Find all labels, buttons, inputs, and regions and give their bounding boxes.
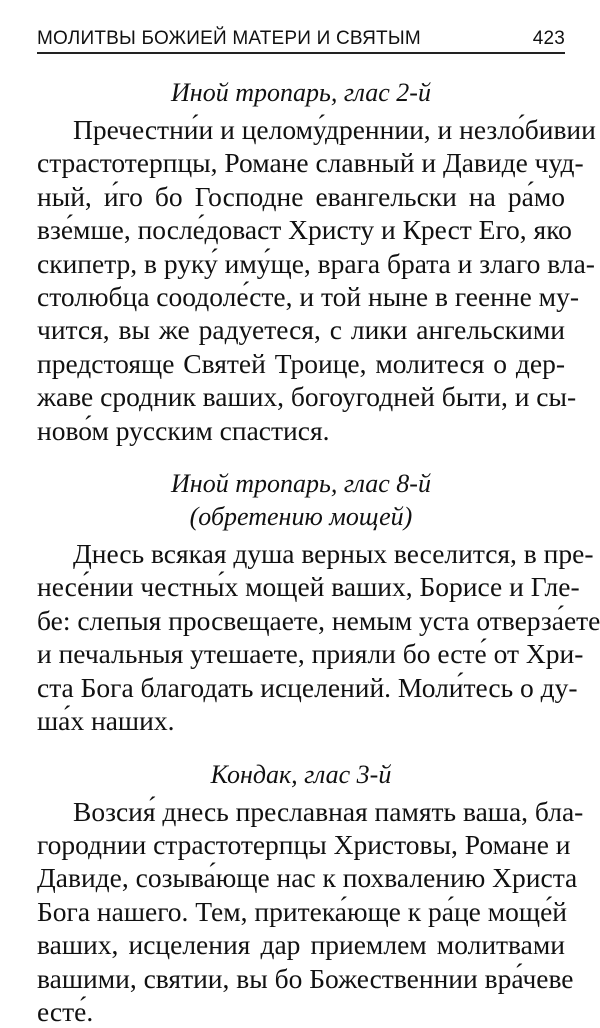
text-line: столюбца соодоле́сте, и той ныне в геенне му- [37,280,565,313]
text-line: чится, вы же радуетеся, с лики ангельскими [37,313,565,346]
section-title: Иной тропарь, глас 2-й [37,76,565,109]
text-line: ный, и́го бо Господне евангельски на ра́мо [37,180,565,213]
paragraph [37,537,565,737]
section [37,76,565,447]
text-line: и печальныя утешаете, прияли бо есте́ от Хри- [37,637,565,670]
text-line: бе: слепыя просвещаете, немым уста отверза́ете [37,604,565,637]
section-title: Иной тропарь, глас 8-й [37,467,565,500]
text-line: взе́мше, после́доваст Христу и Крест Его, яко [37,213,565,246]
text-line: жаве сродник ваших, богоугодней быти, и сы- [37,380,565,413]
page-body [37,76,565,1028]
text-line: скипетр, в руку́ иму́ще, врага брата и злаго вла- [37,247,565,280]
running-title: МОЛИТВЫ БОЖИЕЙ МАТЕРИ И СВЯТЫМ [37,28,421,50]
paragraph [37,795,565,1028]
text-line: ваших, исцеления дар приемлем молитвами [37,928,565,961]
text-line: Бога нашего. Тем, притека́юще к ра́це моще́й [37,895,565,928]
section [37,738,565,1028]
paragraph [37,113,565,447]
text-line: городнии страстотерпцы Христовы, Романе и [37,828,565,861]
text-line: вашими, святии, вы бо Божественнии вра́чеве [37,962,565,995]
section-title: Кондак, глас 3-й [37,758,565,791]
section [37,447,565,737]
text-line: есте́. [37,995,565,1028]
running-header [37,22,565,54]
text-line: страстотерпцы, Романе славный и Давиде чуд- [37,146,565,179]
text-line: несе́нии честны́х мощей ваших, Борисе и Гле- [37,570,565,603]
page-number: 423 [533,28,565,50]
text-line: Днесь всякая душа верных веселится, в пре- [37,537,565,570]
text-line: Пречестни́и и целому́дреннии, и незло́бивии [37,113,565,146]
text-line: Возсия́ днесь преславная память ваша, бла- [37,795,565,828]
text-line: предстояще Святей Троице, молитеся о дер- [37,347,565,380]
text-line: ста Бога благодать исцелений. Моли́тесь о ду- [37,671,565,704]
text-line: ново́м русским спастися. [37,414,565,447]
text-line: Давиде, созыва́юще нас к похвалению Христа [37,861,565,894]
text-line: ша́х наших. [37,704,565,737]
section-title: (обретению мощей) [37,500,565,533]
